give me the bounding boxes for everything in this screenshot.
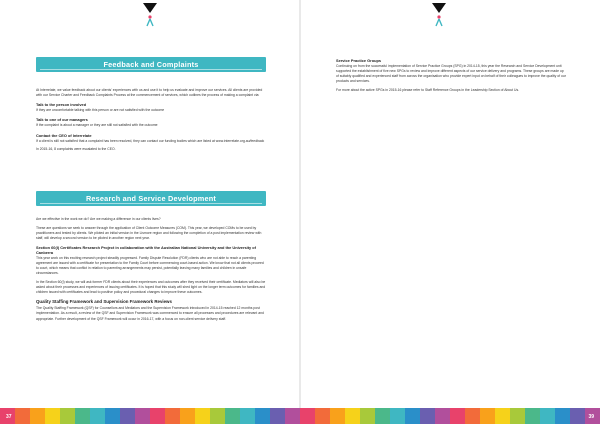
footer-stripe [300,408,315,424]
footer-stripe [105,408,120,424]
footer-stripe [555,408,570,424]
feedback-banner [36,57,266,72]
feedback-banner-title: Feedback and Complaints [103,60,199,69]
ceo-text: If a client is still not satisfied that a complaint has been resolved, they can contact our funding bodies which are listed at www.interrelate.org.au/feedback [36,138,265,143]
spg-text-2: For more about the active SPGs in 2015-16 please refer to Staff Reference Groups in the Leadership Section of About Us. [336,87,520,92]
qsf-text: The Quality Staffing Framework (QSF) for Counsellors and Mediators and the Supervision Framework introduced in 2014-15 reached 12 months post implementation. As a result, a review of the QSF and Supervision Framework was commenced to ensure all processes and procedures are relevant and appropriate. Further development of the QSF Framework will occur in 2016-17, with a focus on non-client service delivery staff. [36,306,264,321]
footer-stripe [435,408,450,424]
ceo-escalation-text: In 2015-16, 8 complaints were escalated to the CEO. [36,147,116,152]
footer-stripe [345,408,360,424]
footer-stripe [180,408,195,424]
footer-stripe [45,408,60,424]
footer-stripe [15,408,30,424]
research-banner [36,191,266,206]
talk-manager-text: If the complaint is about a manager or they are still not satisfied with the outcome [36,123,158,128]
feedback-intro: At Interrelate, we value feedback about our clients' experiences with us and use it to help us evaluate and improve our services. All clients are provided with our Service Charter and Feedback Complaints Process at the commencement of services, which outlines the process of making a complaint via: [36,88,263,98]
footer-stripe [465,408,480,424]
footer-stripe [225,408,240,424]
spg-section [336,54,566,97]
footer-stripe [165,408,180,424]
footer-stripe [30,408,45,424]
footer-stripe [510,408,525,424]
research-question: Are we effective in the work we do? Are we making a difference in our clients lives? [36,217,161,221]
footer-stripe [420,408,435,424]
talk-person-text: If they are uncomfortable talking with this person or are not satisfied with the outcome [36,108,165,113]
footer-stripe [315,408,330,424]
right-page-number: 39 [588,414,594,420]
section60-text-2: In the Section 60(I) study, we will ask former FDR clients about their experiences and outcomes after they received their certificate. Mediators will also be asked about their processes and experiences of issuing certificates. It is hoped that this study will shed light on the longer term outcomes for families and children issued with certificates and lead to positive policy and procedural changes to improve these outcomes. [36,279,266,295]
spg-text-1: Continuing on from the successful implementation of Service Practice Groups (SPG) in 2014-15, this year the Research and Service Development unit supported the establishment of five new SPGs to review and improve different aspects of our service delivery and programs. These groups are made up of suitably qualified and experienced staff from across the organisation who provide expert input on behalf of their colleagues to improve the quality of our products and services. [336,64,566,84]
talk-person-heading: Talk to the person involved [36,102,87,108]
ceo-heading: Contact the CEO of Interrelate [36,132,92,138]
footer-stripe [90,408,105,424]
qsf-heading: Quality Staffing Framework and Supervision Framework Reviews [36,299,172,305]
footer-stripe [60,408,75,424]
footer-stripe [75,408,90,424]
footer-stripe [480,408,495,424]
left-page-number: 37 [6,414,12,420]
footer-stripe [525,408,540,424]
footer-stripe [495,408,510,424]
footer-stripe [450,408,465,424]
footer-stripe [570,408,585,424]
right-page [301,0,600,424]
section60-heading: Section 60(I) Certificates Research Project in collaboration with the Australian National University and the University of Canberra [36,244,256,255]
footer-stripe [330,408,345,424]
footer-stripe [270,408,285,424]
footer-stripe [120,408,135,424]
footer-stripe [285,408,300,424]
research-intro: These are questions we seek to answer through the application of Client Outcome Measures (COM). This year, we developed COMs to be used by practitioners and tested by clients. We piloted an initial version in the Lismore region and following the completion of a post implementation review with staff, will develop a second version to be piloted in another region next year. [36,225,262,240]
section60-text-1: This year work on this exciting research project steadily progressed. Family Dispute Resolution (FDR) clients who are not able to reach a parenting agreement are issued with a certificate for presentation to the Family Court before commencing court-based action. We know that not all clients proceed to court, which means that conflict in relation to parenting arrangements may persist, potentially leaving many families and children in unsafe circumstances. [36,256,264,276]
research-section [36,217,266,325]
footer-stripe [240,408,255,424]
footer-stripe [255,408,270,424]
spg-heading: Service Practice Groups [336,58,381,63]
footer-stripe [375,408,390,424]
interrelate-logo-icon [143,3,157,29]
footer-stripe [390,408,405,424]
footer-stripe [195,408,210,424]
talk-manager-heading: Talk to one of our managers [36,117,88,123]
footer-stripe [360,408,375,424]
research-banner-title: Research and Service Development [85,194,217,203]
footer-stripe [135,408,150,424]
footer-color-band [0,408,600,424]
footer-stripe [150,408,165,424]
footer-stripe [405,408,420,424]
interrelate-logo-icon [432,3,446,29]
left-page [0,0,299,424]
footer-stripe [540,408,555,424]
feedback-section [36,88,266,156]
footer-stripe [210,408,225,424]
